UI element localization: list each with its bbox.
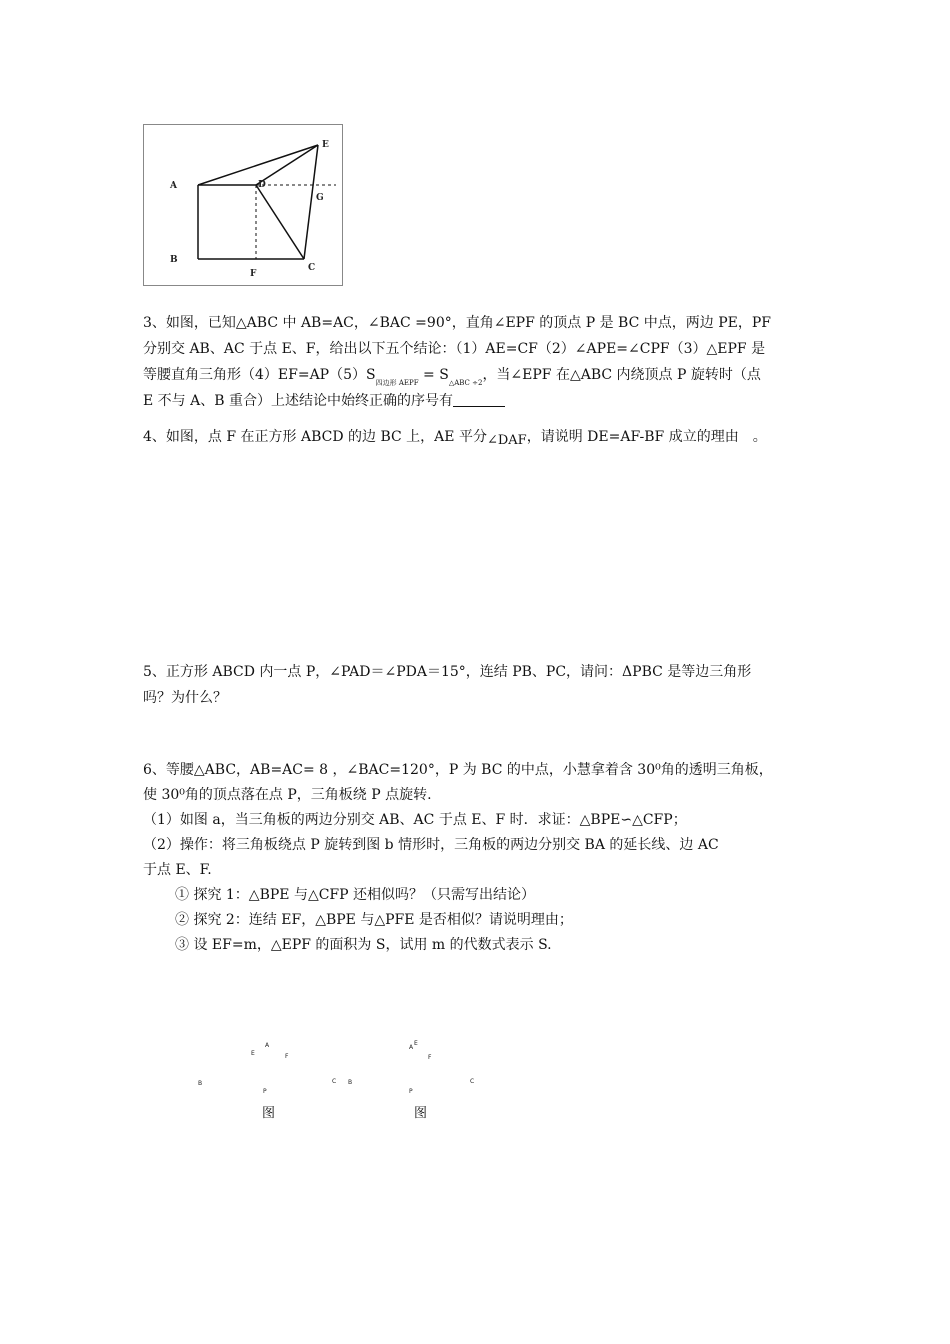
fig-b-label-e: E: [414, 1040, 418, 1047]
q4-line: [143, 425, 813, 453]
fig-a-label-a: A: [265, 1042, 270, 1049]
q4-text-c: 。: [752, 429, 767, 445]
fig-b-label-f: F: [428, 1054, 432, 1061]
fig-a-label-f: F: [285, 1053, 289, 1060]
q3-line-3-a: 等腰直角三角形（4）EF=AP（5）S: [143, 367, 376, 383]
fig-b-label-b: B: [348, 1079, 353, 1086]
fig-a-label-b: B: [198, 1080, 203, 1087]
q4-angle: ∠DAF: [486, 433, 527, 448]
q5-line-1: 5、正方形 ABCD 内一点 P，∠PAD＝∠PDA＝15°，连结 PB、PC，请问：ΔPBC 是等边三角形: [143, 664, 752, 680]
fig-b-caption: 图: [414, 1106, 428, 1121]
q3-subscript-triangle: △ABC ÷2: [448, 379, 483, 387]
q6-item-1: ① 探究 1：△BPE 与△CFP 还相似吗？（只需写出结论）: [175, 887, 536, 903]
figure-b: [340, 1035, 500, 1125]
label-c: C: [308, 263, 316, 273]
label-d: D: [258, 180, 266, 190]
q6-line-2: 使 30⁰角的顶点落在点 P，三角板绕 P 点旋转.: [143, 787, 432, 803]
q6-line-1: 6、等腰△ABC，AB=AC= 8 ，∠BAC=120°，P 为 BC 的中点，小慧拿着含 30⁰角的透明三角板，: [143, 762, 773, 778]
label-g: G: [316, 193, 324, 203]
label-e: E: [322, 140, 329, 150]
q3-line-1: 3、如图，已知△ABC 中 AB=AC，∠BAC =90°，直角∠EPF 的顶点 P 是 BC 中点，两边 PE，PF: [143, 315, 771, 331]
fig-b-label-p: P: [409, 1088, 413, 1095]
q3-line-4-text: E 不与 A、B 重合）上述结论中始终正确的序号有: [143, 393, 453, 409]
label-b: B: [170, 255, 178, 265]
fig-a-caption: 图: [262, 1106, 276, 1121]
q4-text-b: ，请说明 DE=AF-BF 成立的理由: [526, 429, 739, 445]
q3-line-4: [143, 389, 813, 413]
fig-a-label-e: E: [251, 1050, 255, 1057]
q6-line-4: （2）操作：将三角板绕点 P 旋转到图 b 情形时，三角板的两边分别交 BA 的延长线、边 AC: [143, 837, 719, 853]
fig-a-label-p: P: [263, 1088, 267, 1095]
geometry-figure-1: [143, 124, 343, 286]
q6-line-5: 于点 E、F.: [143, 862, 212, 878]
q6-line-3: （1）如图 a，当三角板的两边分别交 AB、AC 于点 E、F 时．求证：△BPE∽△CFP；: [143, 812, 687, 828]
label-f: F: [250, 269, 257, 279]
q6-item-2: ② 探究 2：连结 EF，△BPE 与△PFE 是否相似？请说明理由；: [175, 912, 573, 928]
fig-b-label-a: A: [409, 1044, 414, 1051]
fig-a-label-c: C: [332, 1078, 337, 1085]
answer-blank: [453, 392, 505, 407]
q4-text-a: 4、如图，点 F 在正方形 ABCD 的边 BC 上，AE 平分: [143, 429, 487, 445]
q6-item-3: ③ 设 EF=m，△EPF 的面积为 S，试用 m 的代数式表示 S.: [175, 937, 552, 953]
q3-line-2: 分别交 AB、AC 于点 E、F，给出以下五个结论：（1）AE=CF（2）∠APE=∠CPF（3）△EPF 是: [143, 341, 766, 357]
q5-line-2: 吗？为什么？: [143, 690, 227, 706]
q3-subscript-quadrilateral: 四边形 AEPF: [375, 379, 419, 387]
label-a: A: [170, 181, 177, 191]
q3-line-3-b: = S: [418, 367, 449, 383]
q3-line-3-c: ，当∠EPF 在△ABC 内绕顶点 P 旋转时（点: [482, 367, 761, 383]
fig-b-label-c: C: [470, 1078, 475, 1085]
